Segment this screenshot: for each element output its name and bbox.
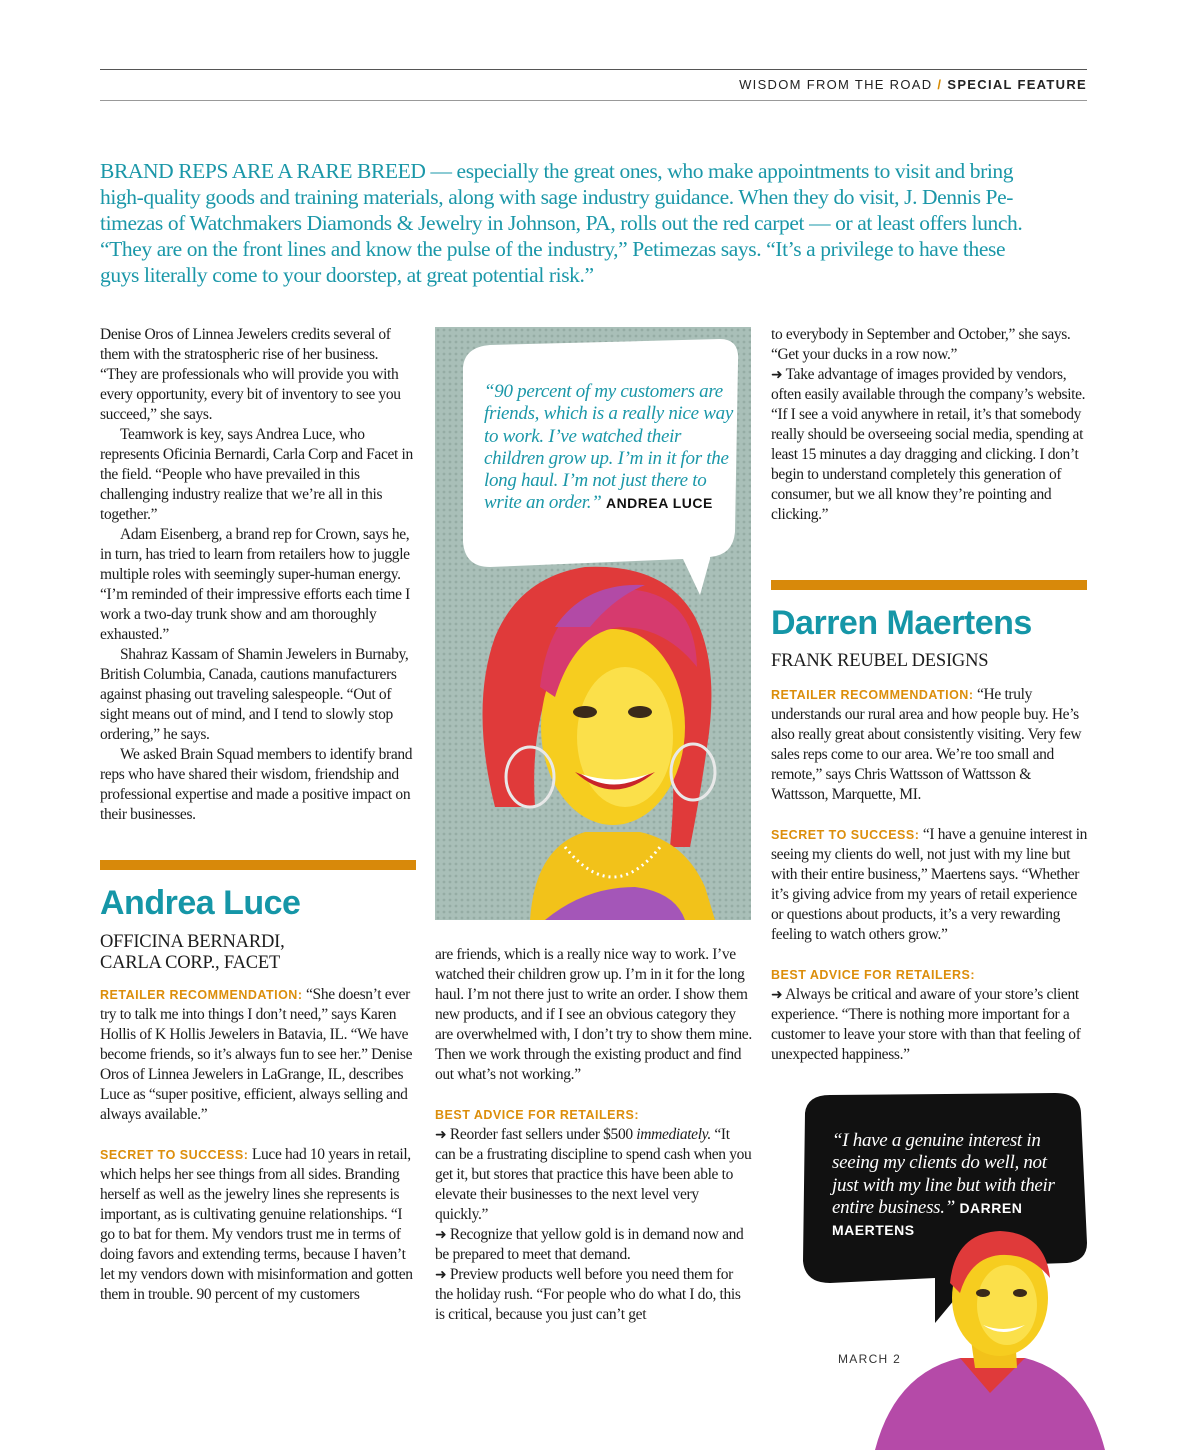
andrea-secret-text: Luce had 10 years in retail, which helps her see things from all sides. Branding herself as well as the jewelry lines she represents is important, as is cultivating genuine relationships. “I go to bat for them. My vendors trust me in terms of doing favors and extending terms, because I haven’t let my vendors down with misinformation and gotten them in trouble. 90 percent of my customers <box>100 1146 413 1303</box>
andrea-profile <box>100 985 418 1305</box>
andrea-section-bar <box>100 860 416 870</box>
arrow-icon: ➜ <box>435 1227 447 1243</box>
column-3 <box>771 325 1089 525</box>
arrow-icon: ➜ <box>771 367 783 383</box>
intro-deck <box>100 158 1090 288</box>
andrea-company-line: OFFICINA BERNARDI, <box>100 932 285 952</box>
column-2 <box>435 945 753 1325</box>
intro-line: BRAND REPS ARE A RARE BREED — especially the great ones, who make appointments to visit and bring <box>100 159 1014 183</box>
body-paragraph: We asked Brain Squad members to identify brand reps who have shared their wisdom, friendship and professional expertise and made a positive impact on their businesses. <box>100 746 413 823</box>
advice-tip: “It can be a frustrating discipline to spend cash when you get it, but stores that practice this have been able to elevate their businesses to the next level very quickly.” <box>435 1126 752 1223</box>
advice-tip: Reorder fast sellers under $500 <box>449 1126 633 1143</box>
advice-tip: Preview products well before you need them for the holiday rush. “For people who do what I do, this is critical, because you just can’t get <box>435 1266 741 1323</box>
advice-tip: Take advantage of images provided by vendors, often easily available through the company’s website. “If I see a void anywhere in retail, it’s that somebody really should be overseeing social media, spending at least 15 minutes a day dragging and clicking. I don’t begin to understand completely this generation of consumer, but we all know they’re pointing and clicking.” <box>771 366 1086 523</box>
body-paragraph: Teamwork is key, says Andrea Luce, who represents Oficinia Bernardi, Carla Corp and Facet in the field. “People who have prevailed in this challenging industry realize that we’re all in this together.” <box>100 426 413 523</box>
intro-line: timezas of Watchmakers Diamonds & Jewelry in Johnson, PA, rolls out the red carpet — or at least offers lunch. <box>100 211 1023 235</box>
intro-line: high-quality goods and training materials, along with sage industry guidance. When they do visit, J. Dennis Pe- <box>100 185 1013 209</box>
running-header <box>739 77 1087 92</box>
arrow-icon: ➜ <box>771 987 783 1003</box>
header-separator: / <box>937 77 943 92</box>
darren-name-heading: Darren Maertens <box>771 604 1032 642</box>
andrea-name-heading: Andrea Luce <box>100 884 301 922</box>
arrow-icon: ➜ <box>435 1127 447 1143</box>
darren-advice-text: Always be critical and aware of your store’s client experience. “There is nothing more important for a customer to leave your store with than that feeling of unexpected happiness.” <box>771 986 1081 1063</box>
intro-line: guys literally come to your doorstep, at great potential risk.” <box>100 263 594 287</box>
body-paragraph: Adam Eisenberg, a brand rep for Crown, says he, in turn, has tried to learn from retailers how to juggle multiple roles with seemingly super-human energy. “I’m reminded of their impressive efforts each time I work a two-day trunk show and am thoroughly exhausted.” <box>100 526 410 643</box>
header-rule <box>100 100 1087 101</box>
andrea-rec-label: RETAILER RECOMMENDATION: <box>100 988 303 1002</box>
body-paragraph: Shahraz Kassam of Shamin Jewelers in Burnaby, British Columbia, Canada, cautions manufacturers against phasing out traveling salespeople. “Out of sight means out of mind, and I tend to slowly stop ordering,” he says. <box>100 646 409 743</box>
darren-quote-attribution: DARREN MAERTENS <box>832 1199 1023 1239</box>
darren-company: FRANK REUBEL DESIGNS <box>771 651 989 671</box>
column-1 <box>100 325 418 825</box>
advice-tip-emphasis: immediately. <box>636 1126 711 1143</box>
header-feature: SPECIAL FEATURE <box>947 77 1087 92</box>
darren-section-bar <box>771 580 1087 590</box>
andrea-rec-text: “She doesn’t ever try to talk me into things I don’t need,” says Karen Hollis of K Hollis Jewelers in Batavia, IL. “We have become friends, so it’s always fun to see her.” Denise Oros of Linnea Jewelers in LaGrange, IL, describes Luce as “super positive, efficient, always selling and always available.” <box>100 986 413 1123</box>
andrea-secret-label: SECRET TO SUCCESS: <box>100 1148 249 1162</box>
darren-pull-quote <box>832 1130 1057 1241</box>
darren-secret-label: SECRET TO SUCCESS: <box>771 828 920 842</box>
andrea-quote-attribution: ANDREA LUCE <box>605 495 713 512</box>
body-paragraph: Denise Oros of Linnea Jewelers credits several of them with the stratospheric rise of her business. “They are professionals who will provide you with every opportunity, every bit of inventory to see you succeed,” she says. <box>100 326 401 423</box>
body-paragraph: are friends, which is a really nice way to work. I’ve watched their children grow up. I’m in it for the long haul. I’m not there just to write an order. I show them new products, and if I see an obvious category they are overwhelmed with, I don’t try to show them mine. Then we work through the existing product and find out what’s not working.” <box>435 946 752 1083</box>
darren-rec-text: “He truly understands our rural area and how people buy. He’s also really great about consistently visiting. Very few sales reps come to our area. We’re too small and remote,” says Chris Wattsson of Wattsson & Wattsson, Marquette, MI. <box>771 686 1082 803</box>
top-rule <box>100 69 1087 70</box>
andrea-advice-label: BEST ADVICE FOR RETAILERS: <box>435 1108 639 1122</box>
andrea-company-line: CARLA CORP., FACET <box>100 953 281 973</box>
header-section: WISDOM FROM THE ROAD <box>739 77 933 92</box>
body-paragraph: to everybody in September and October,” she says. “Get your ducks in a row now.” <box>771 326 1071 363</box>
darren-profile <box>771 685 1089 1065</box>
darren-quote-text: “I have a genuine interest in seeing my clients do well, not just with my line but with their entire business.” <box>832 1130 1055 1218</box>
advice-tip: Recognize that yellow gold is in demand now and be prepared to meet that demand. <box>435 1226 744 1263</box>
darren-secret-text: “I have a genuine interest in seeing my clients do well, not just with my line but with their entire business,” Maertens says. “Whether it’s giving advice from my years of retail experience or questions about products, it’s a very rewarding feeling to watch others grow.” <box>771 826 1088 943</box>
arrow-icon: ➜ <box>435 1267 447 1283</box>
andrea-pull-quote <box>484 381 734 515</box>
andrea-quote-text: “90 percent of my customers are friends, which is a really nice way to work. I’ve watched their children grow up. I’m in it for the long haul. I’m not just there to write an order.” <box>484 381 733 514</box>
darren-rec-label: RETAILER RECOMMENDATION: <box>771 688 974 702</box>
andrea-company <box>100 932 285 974</box>
page-footer: MARCH 2 <box>838 1352 902 1366</box>
darren-advice-label: BEST ADVICE FOR RETAILERS: <box>771 968 975 982</box>
intro-line: “They are on the front lines and know the pulse of the industry,” Petimezas says. “It’s a privilege to have these <box>100 237 1006 261</box>
